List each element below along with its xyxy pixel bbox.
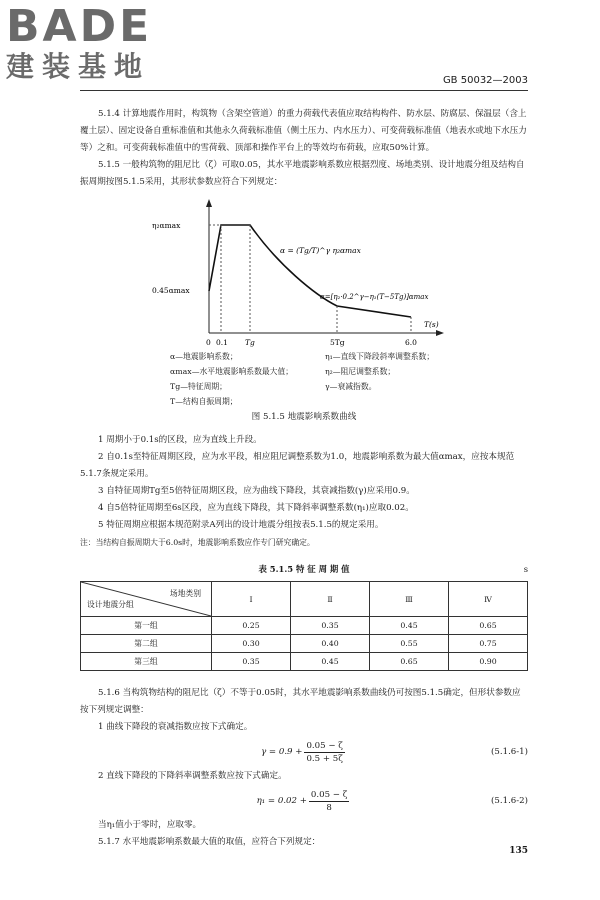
seismic-curve-svg bbox=[80, 195, 528, 405]
eq1-lhs: γ = 0.9 + bbox=[261, 746, 303, 757]
eq1-denominator: 0.5 + 5ζ bbox=[306, 753, 343, 764]
eq1-fraction bbox=[304, 740, 344, 765]
y-label-top: η₂αmax bbox=[152, 221, 181, 230]
clause-5-1-6: 5.1.6 当构筑物结构的阻尼比（ζ）不等于0.05时，其水平地震影响系数曲线仍可按图5.1.5确定，但形状参数应按下列规定调整： bbox=[80, 688, 521, 715]
table-cell: 0.45 bbox=[291, 653, 370, 671]
eq1-numerator: 0.05 − ζ bbox=[306, 740, 343, 751]
page-content bbox=[80, 106, 528, 851]
eq2-fraction bbox=[309, 789, 349, 814]
table-unit: s bbox=[523, 564, 528, 574]
table-cell: 0.55 bbox=[370, 635, 449, 653]
seismic-coefficient-figure bbox=[80, 195, 528, 405]
rule-item: 5 特征周期应根据本规范附录A列出的设计地震分组按表5.1.5的规定采用。 bbox=[98, 520, 384, 530]
column-header: Ⅳ bbox=[449, 582, 528, 617]
table-cell: 0.65 bbox=[370, 653, 449, 671]
logo-main-text: BADE bbox=[6, 1, 153, 52]
legend-left bbox=[170, 349, 293, 409]
y-axis-arrow bbox=[206, 199, 212, 207]
row-header: 第一组 bbox=[81, 617, 212, 635]
table-cell: 0.45 bbox=[370, 617, 449, 635]
table-cell: 0.25 bbox=[212, 617, 291, 635]
x-tick-5tg: 5Tg bbox=[330, 338, 345, 347]
row-header: 第三组 bbox=[81, 653, 212, 671]
x-tick-0-1: 0.1 bbox=[216, 338, 228, 347]
eq1-number: (5.1.6-1) bbox=[491, 746, 528, 757]
table-cell: 0.40 bbox=[291, 635, 370, 653]
column-header: Ⅲ bbox=[370, 582, 449, 617]
eq2-lhs: η₁ = 0.02 + bbox=[256, 795, 307, 806]
y-label-mid: 0.45αmax bbox=[152, 286, 190, 295]
table-row bbox=[81, 653, 528, 671]
table-row bbox=[81, 635, 528, 653]
characteristic-period-table bbox=[80, 581, 528, 671]
legend-item: T—结构自振周期； bbox=[170, 397, 238, 406]
rule-item: 3 自特征周期Tg至5倍特征周期区段，应为曲线下降段，其衰减指数(γ)应采用0.9。 bbox=[98, 486, 415, 496]
table-corner-cell bbox=[81, 582, 212, 617]
rule-item: 1 周期小于0.1s的区段，应为直线上升段。 bbox=[98, 435, 262, 445]
equation-5-1-6-2 bbox=[80, 785, 528, 817]
legend-item: η₁—直线下降段斜率调整系数； bbox=[325, 352, 435, 361]
formula-curve: α = (Tg/T)^γ η₂αmax bbox=[280, 246, 361, 255]
note: 注：当结构自振周期大于6.0s时，地震影响系数应作专门研究确定。 bbox=[80, 538, 315, 547]
table-cell: 0.35 bbox=[291, 617, 370, 635]
eq2-number: (5.1.6-2) bbox=[491, 795, 528, 806]
table-cell: 0.75 bbox=[449, 635, 528, 653]
equation-5-1-6-1 bbox=[80, 736, 528, 768]
legend-item: α—地震影响系数； bbox=[170, 352, 238, 361]
formula-line: α=[η₂·0.2^γ−η₁(T−5Tg)]αmax bbox=[320, 293, 429, 301]
x-axis-arrow bbox=[436, 330, 444, 336]
clause-5-1-6-item-1: 1 曲线下降段的衰减指数应按下式确定。 bbox=[98, 722, 253, 732]
header-rule bbox=[80, 90, 528, 91]
table-row bbox=[81, 617, 528, 635]
figure-caption: 图 5.1.5 地震影响系数曲线 bbox=[251, 412, 357, 422]
corner-bottom-label: 设计地震分组 bbox=[87, 600, 134, 609]
standard-number: GB 50032—2003 bbox=[442, 75, 528, 86]
x-tick-tg: Tg bbox=[245, 338, 255, 347]
seismic-curve bbox=[209, 225, 411, 317]
table-caption-text: 表 5.1.5 特 征 周 期 值 bbox=[258, 564, 350, 574]
page-number: 135 bbox=[509, 846, 528, 856]
table-cell: 0.65 bbox=[449, 617, 528, 635]
row-header: 第二组 bbox=[81, 635, 212, 653]
clause-5-1-7: 5.1.7 水平地震影响系数最大值的取值，应符合下列规定： bbox=[98, 837, 321, 847]
eq2-numerator: 0.05 − ζ bbox=[310, 789, 348, 800]
table-caption bbox=[80, 561, 528, 578]
table-cell: 0.35 bbox=[212, 653, 291, 671]
clause-5-1-5: 5.1.5 一般构筑物的阻尼比（ζ）可取0.05，其水平地震影响系数应根据烈度、场地类别、设计地震分组及结构自振周期按图5.1.5采用，其形状参数应符合下列规定： bbox=[80, 160, 525, 187]
table-header-row bbox=[81, 582, 528, 617]
clause-5-1-6-after: 当η₁值小于零时，应取零。 bbox=[98, 820, 202, 830]
logo-sub-text: 建装基地 bbox=[6, 50, 151, 83]
clause-5-1-6-item-2: 2 直线下降段的下降斜率调整系数应按下式确定。 bbox=[98, 771, 287, 781]
rule-item: 4 自5倍特征周期至6s区段，应为直线下降段，其下降斜率调整系数(η₁)应取0.02。 bbox=[98, 503, 414, 513]
legend-item: αmax—水平地震影响系数最大值； bbox=[170, 367, 294, 376]
publisher-logo bbox=[6, 1, 153, 84]
column-header: Ⅱ bbox=[291, 582, 370, 617]
clause-5-1-4: 5.1.4 计算地震作用时，构筑物（含架空管道）的重力荷载代表值应取结构构件、防水层、防腐层、保温层（含上覆土层）、固定设备自重标准值和其他永久荷载标准值（侧土压力、内水压力）、可变荷载标准值（地表水或地下水压力等）之和。可变荷载标准值中的雪荷载、顶部和操作平台上的等效均布荷载，应取50%计算。 bbox=[80, 109, 527, 153]
corner-top-label: 场地类别 bbox=[169, 589, 201, 598]
table-cell: 0.30 bbox=[212, 635, 291, 653]
x-axis-label: T(s) bbox=[424, 320, 439, 329]
rule-item: 2 自0.1s至特征周期区段，应为水平段，相应阻尼调整系数为1.0，地震影响系数为最大值αmax，应按本规范5.1.7条规定采用。 bbox=[80, 452, 515, 479]
legend-item: η₂—阻尼调整系数； bbox=[325, 367, 396, 376]
eq2-denominator: 8 bbox=[326, 802, 332, 813]
column-header: Ⅰ bbox=[212, 582, 291, 617]
x-tick-6: 6.0 bbox=[405, 338, 417, 347]
legend-item: γ—衰减指数。 bbox=[325, 382, 377, 391]
legend-right bbox=[325, 349, 434, 394]
legend-item: Tg—特征周期； bbox=[170, 382, 227, 391]
table-cell: 0.90 bbox=[449, 653, 528, 671]
x-tick-0: 0 bbox=[206, 338, 211, 347]
